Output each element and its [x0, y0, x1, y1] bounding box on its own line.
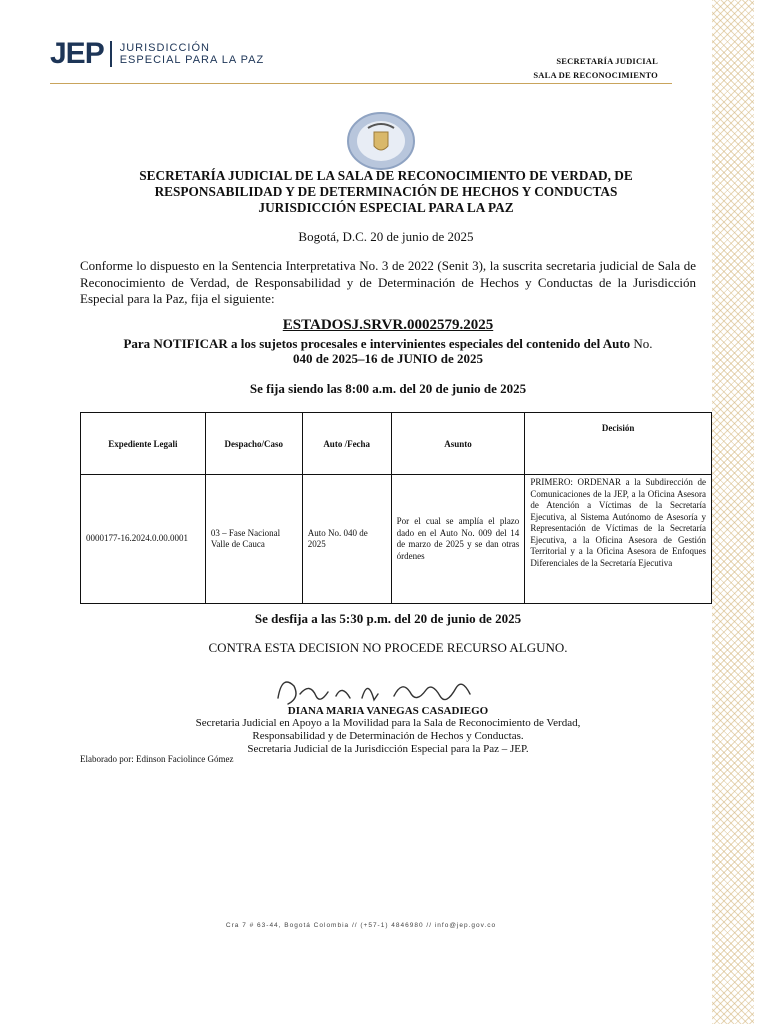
- decorative-border: [712, 0, 754, 1024]
- header-divider: [50, 83, 672, 84]
- logo-mark: JEP: [50, 37, 104, 70]
- notificar-paragraph: [80, 336, 696, 366]
- header-asunto: Asunto: [391, 413, 525, 475]
- fija-statement: Se fija siendo las 8:00 a.m. del 20 de junio de 2025: [249, 381, 527, 396]
- dept-line-2: SALA DE RECONOCIMIENTO: [533, 70, 658, 80]
- table-row: [81, 475, 712, 604]
- cell-expediente: 0000177-16.2024.0.00.0001: [81, 475, 206, 604]
- header-decision: Decisión: [525, 413, 712, 475]
- notificar-plain: No.: [633, 336, 653, 351]
- title-line-3: JURISDICCIÓN ESPECIAL PARA LA PAZ: [258, 200, 514, 215]
- notificar-bold: Para NOTIFICAR a los sujetos procesales e intervinientes especiales del contenido del Auto: [123, 336, 631, 351]
- cell-asunto: Por el cual se amplía el plazo dado en el Auto No. 009 del 14 de marzo de 2025 y se dan otras órdenes: [391, 475, 525, 604]
- footer-contact: Cra 7 # 63-44, Bogotá Colombia // (+57-1) 4846980 // info@jep.gov.co: [225, 922, 497, 929]
- title-line-1: SECRETARÍA JUDICIAL DE LA SALA DE RECONOCIMIENTO DE VERDAD, DE: [139, 168, 633, 183]
- title-line-2: RESPONSABILIDAD Y DE DETERMINACIÓN DE HECHOS Y CONDUCTAS: [154, 184, 618, 199]
- cell-decision: PRIMERO: ORDENAR a la Subdirección de Comunicaciones de la JEP, a la Oficina Asesora de Atención a Víctimas de la Secretaría Ejecutiva, al Sistema Autónomo de Asesoría y Representación de Víctimas de la Secretaría Ejecutiva, a la Oficina Asesora de Gestión Territorial y a la Oficina Asesora de Enfoques Diferenciales de la Secretaría Ejecutiva: [525, 475, 712, 604]
- cell-despacho: 03 – Fase Nacional Valle de Cauca: [205, 475, 302, 604]
- dateline: Bogotá, D.C. 20 de junio de 2025: [298, 229, 474, 244]
- dept-line-1: SECRETARÍA JUDICIAL: [556, 56, 658, 66]
- contra-statement: CONTRA ESTA DECISION NO PROCEDE RECURSO ALGUNO.: [208, 640, 568, 655]
- intro-paragraph: Conforme lo dispuesto en la Sentencia Interpretativa No. 3 de 2022 (Senit 3), la suscrita secretaria judicial de Sala de Reconocimiento de Verdad, de Responsabilidad y de Determinación de Hechos y Conductas de la Jurisdicción Especial para la Paz, fija el siguiente:: [80, 258, 696, 306]
- logo-line-1: JURISDICCIÓN: [119, 42, 210, 54]
- elaborado-por: Elaborado por: Edinson Faciolince Gómez: [80, 754, 234, 764]
- header-auto: Auto /Fecha: [302, 413, 391, 475]
- cell-auto: Auto No. 040 de 2025: [302, 475, 391, 604]
- estado-table: [80, 412, 712, 604]
- logo-divider: [110, 41, 112, 67]
- header-despacho: Despacho/Caso: [205, 413, 302, 475]
- document-title: [80, 168, 692, 216]
- signer-role: [80, 717, 696, 756]
- logo-line-2: ESPECIAL PARA LA PAZ: [119, 54, 265, 66]
- estado-number: ESTADOSJ.SRVR.0002579.2025: [282, 317, 494, 333]
- signer-name: DIANA MARIA VANEGAS CASADIEGO: [287, 705, 489, 717]
- role-line-3: Secretaria Judicial de la Jurisdicción Especial para la Paz – JEP.: [247, 743, 529, 755]
- notificar-line-2: 040 de 2025–16 de JUNIO de 2025: [293, 351, 483, 366]
- role-line-2: Responsabilidad y de Determinación de Hechos y Conductas.: [252, 730, 524, 742]
- role-line-1: Secretaria Judicial en Apoyo a la Movilidad para la Sala de Reconocimiento de Verdad,: [195, 717, 581, 729]
- jep-logo: [50, 37, 264, 71]
- colombia-seal-icon: [346, 112, 416, 170]
- logo-text: [120, 42, 265, 66]
- header-expediente: Expediente Legali: [81, 413, 206, 475]
- desfija-statement: Se desfija a las 5:30 p.m. del 20 de junio de 2025: [254, 611, 522, 626]
- department-header: [533, 54, 658, 82]
- table-header-row: [81, 413, 712, 475]
